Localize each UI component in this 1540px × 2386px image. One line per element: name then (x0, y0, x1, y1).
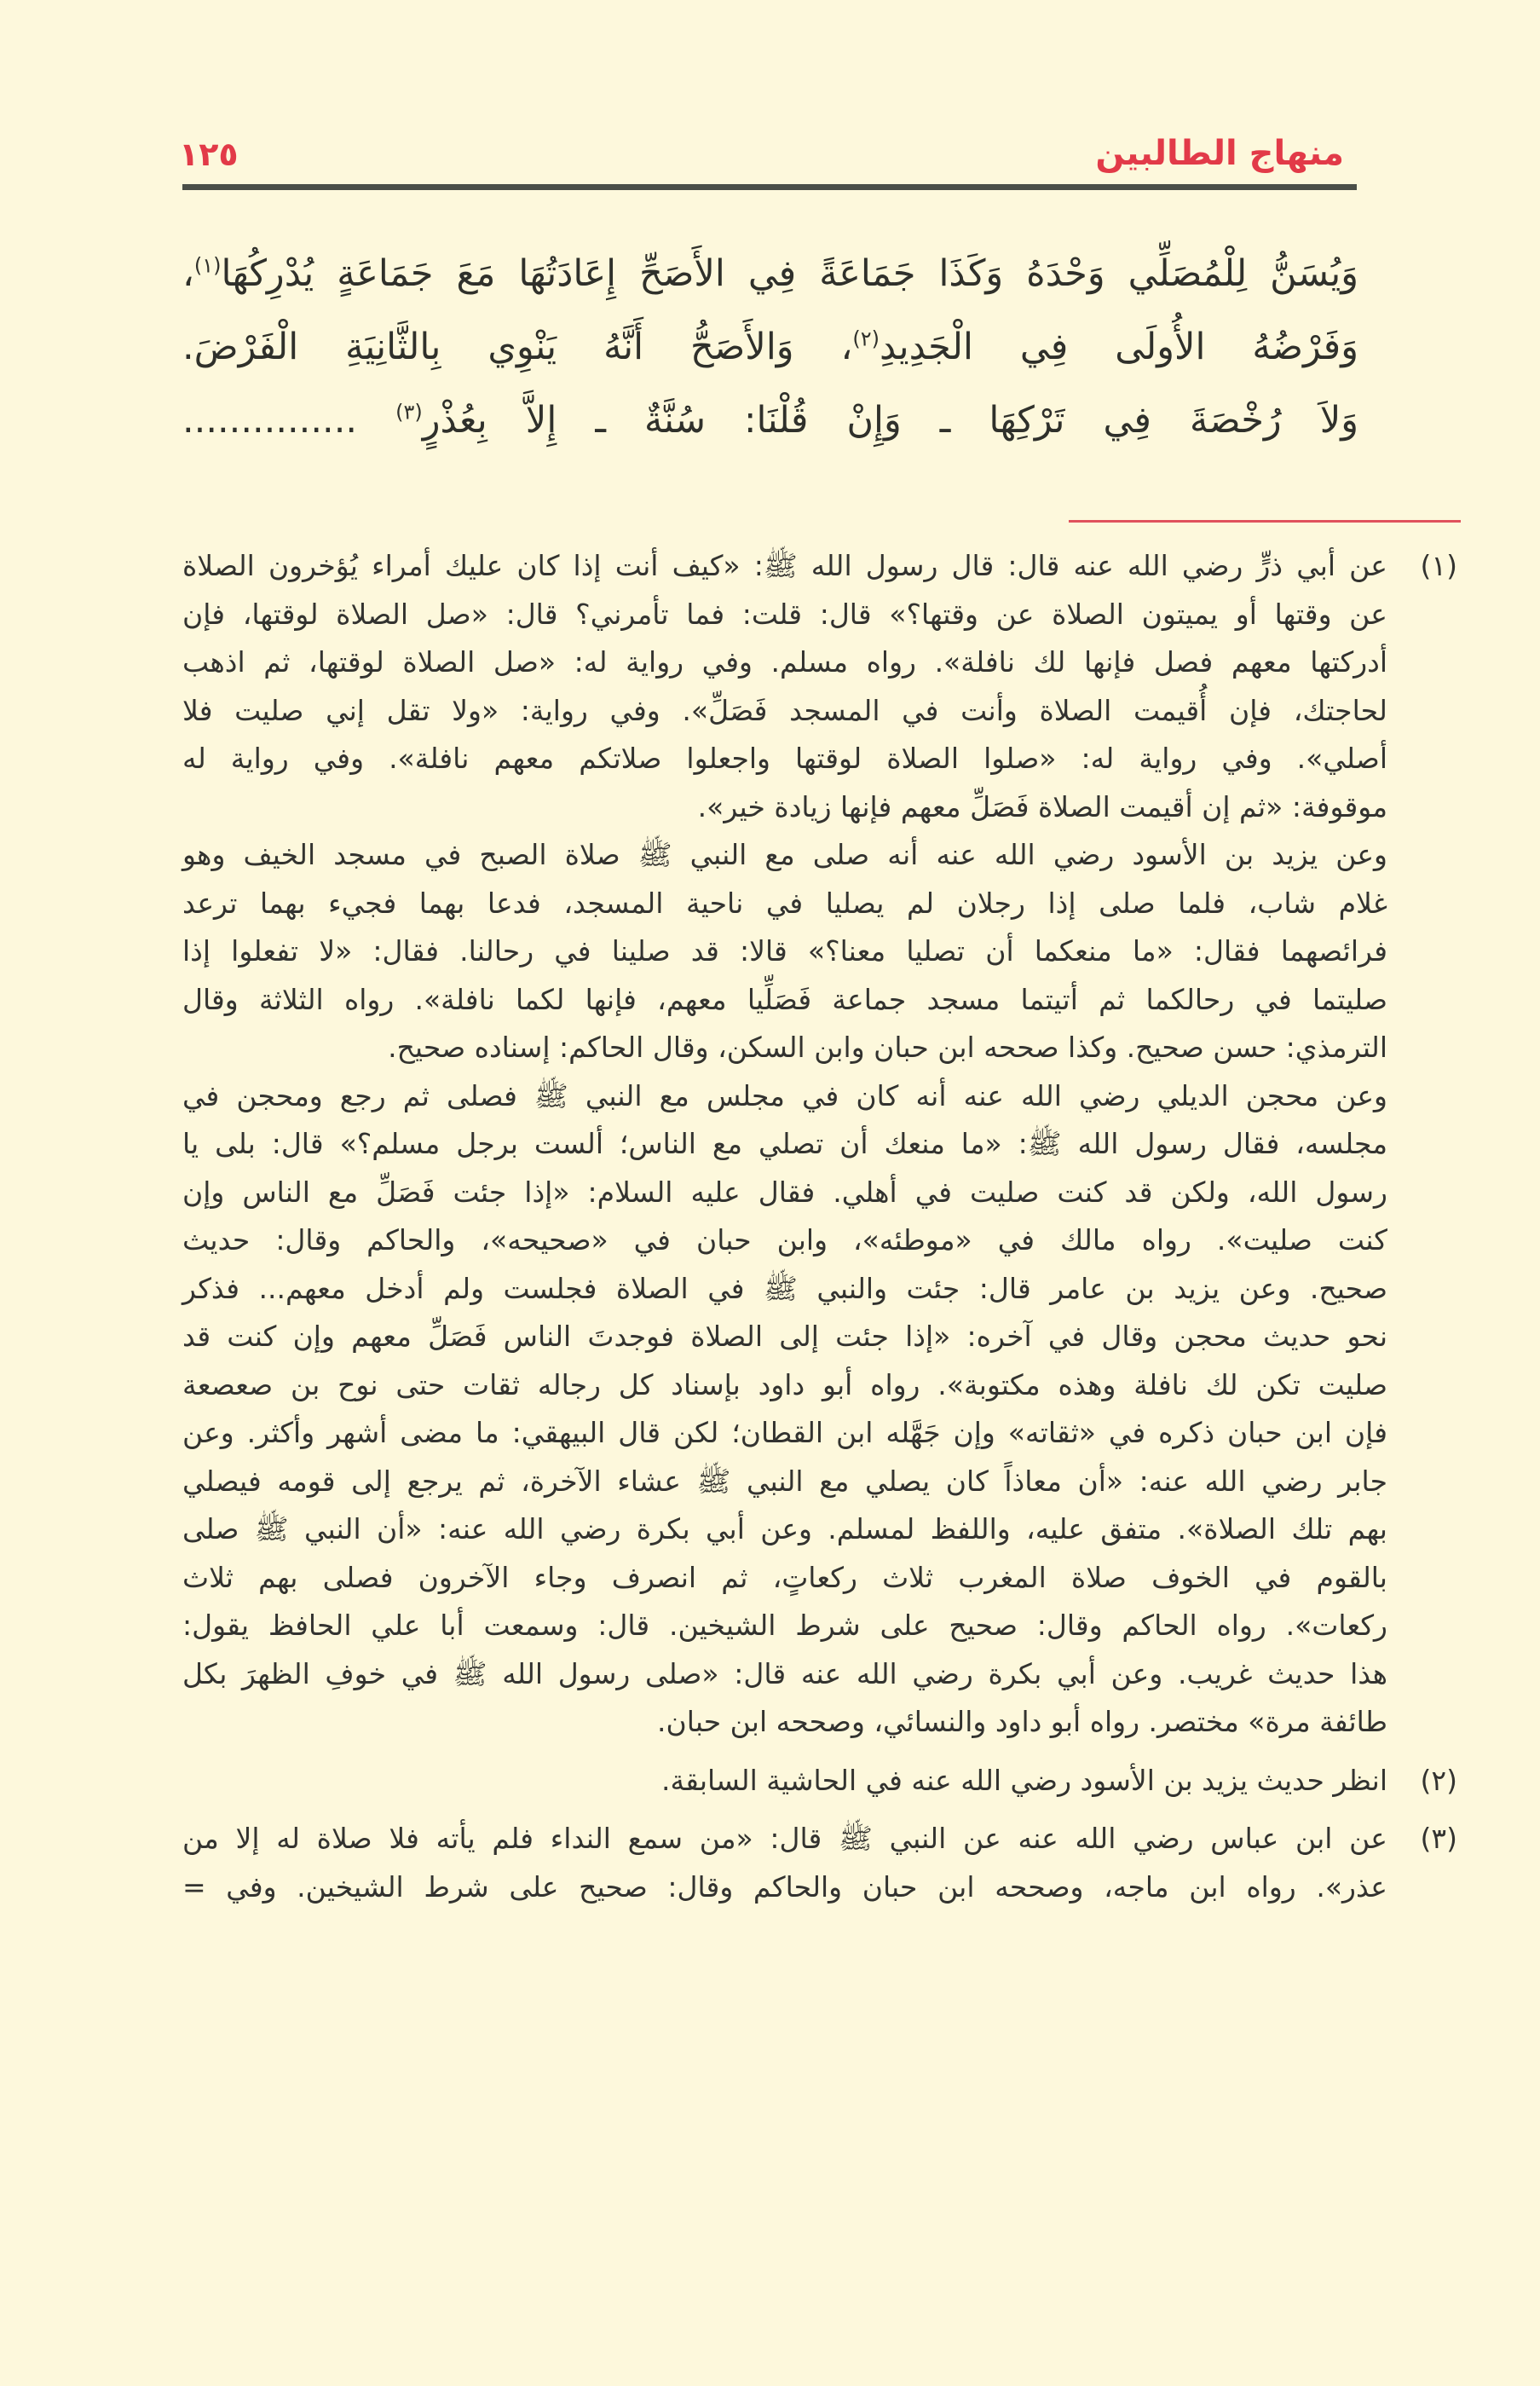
footnote-line: موقوفة: «ثم إن أقيمت الصلاة فَصَلِّ معهم فإنها زيادة خير». (697, 789, 1387, 823)
footnote-2 (182, 1757, 1457, 1805)
footnote-line: انظر حديث يزيد بن الأسود رضي الله عنه في الحاشية السابقة. (660, 1763, 1387, 1797)
footnote-3 (182, 1815, 1457, 1911)
footnote-line: عذر». رواه ابن ماجه، وصححه ابن حبان والحاكم وقال: صحيح على شرط الشيخين. وفي = (182, 1869, 1387, 1904)
footnote-1 (182, 542, 1457, 1747)
footnote-body (182, 1815, 1387, 1911)
footnote-line: نحو حديث محجن وقال في آخره: «إذا جئت إلى الصلاة فوجدتَ الناس فَصَلِّ معهم وإن كنت قد (182, 1320, 1387, 1353)
footnote-line: صليتما في رحالكما ثم أتيتما مسجد جماعة فَصَلِّيا معهم، فإنها لكما نافلة». رواه الثلاثة وقال (182, 982, 1387, 1016)
leader-dots: ............... (182, 399, 396, 442)
footnote-line: كنت صليت». رواه مالك في «موطئه»، وابن حبان في «صحيحه»، والحاكم وقال: حديث (182, 1223, 1387, 1257)
book-title: منهاج الطالبين (1095, 134, 1344, 173)
footnote-body (182, 1757, 1387, 1805)
footnote-line: أدركتها معهم فصل فإنها لك نافلة». رواه مسلم. وفي رواية له: «صل الصلاة لوقتها، ثم اذهب (182, 645, 1387, 679)
footnote-line: فإن ابن حبان ذكره في «ثقاته» وإن جَهَّله ابن القطان؛ لكن قال البيهقي: ما مضى أشهر وأكثر. وعن (182, 1416, 1387, 1449)
footnote-line: عن وقتها أو يميتون الصلاة عن وقتها؟» قال: قلت: فما تأمرني؟ قال: «صل الصلاة لوقتها، فإن (182, 597, 1387, 631)
footnote-number: (٣) (1420, 1822, 1457, 1855)
footnote-line: ركعات». رواه الحاكم وقال: صحيح على شرط الشيخين. قال: وسمعت أبا علي الحافظ يقول: (182, 1609, 1387, 1642)
footnote-line: صحيح. وعن يزيد بن عامر قال: جئت والنبي ﷺ في الصلاة فجلست ولم أدخل معهم... فذكر (182, 1271, 1387, 1305)
footnote-body (182, 542, 1387, 1747)
main-text (182, 237, 1358, 457)
main-text-line: وَفَرْضُهُ الأُولَى فِي الْجَدِيدِ$^{(٢)}$، وَالأَصَحُّ أَنَّهُ يَنْوِي بِالثَّانِيَةِ الْفَرْضَ. (182, 326, 1359, 368)
footnote-line: وعن يزيد بن الأسود رضي الله عنه أنه صلى مع النبي ﷺ صلاة الصبح في مسجد الخيف وهو (182, 838, 1387, 871)
footnote-line: بهم تلك الصلاة». متفق عليه، واللفظ لمسلم. وعن أبي بكرة رضي الله عنه: «أن النبي ﷺ صلى (182, 1512, 1387, 1545)
footnote-line: فرائصهما فقال: «ما منعكما أن تصليا معنا؟» قالا: قد صلينا في رحالنا. فقال: «لا تفعلوا إذا (182, 934, 1387, 968)
footnote-number: (١) (1420, 549, 1457, 582)
footnote-separator (1069, 520, 1461, 523)
footnotes (182, 542, 1457, 1921)
footnote-ref-2[interactable]: (٢) (852, 326, 880, 351)
main-text-line: وَيُسَنُّ لِلْمُصَلِّي وَحْدَهُ وَكَذَا جَمَاعَةً فِي الأَصَحِّ إِعَادَتُهَا مَعَ جَمَاعَةٍ يُدْرِكُهَا$^{(١)}$، (182, 252, 1358, 295)
footnote-line: لحاجتك، فإن أُقيمت الصلاة وأنت في المسجد فَصَلِّ». وفي رواية: «ولا تقل إني صليت فلا (182, 693, 1387, 727)
footnote-line: عن ابن عباس رضي الله عنه عن النبي ﷺ قال: «من سمع النداء فلم يأته فلا صلاة له إلا من (182, 1822, 1387, 1855)
header-rule (182, 184, 1357, 190)
footnote-line: بالقوم في الخوف صلاة المغرب ثلاث ركعاتٍ، ثم انصرف وجاء الآخرون فصلى بهم ثلاث (182, 1560, 1387, 1594)
footnote-line: مجلسه، فقال رسول الله ﷺ: «ما منعك أن تصلي مع الناس؛ ألست برجل مسلم؟» قال: بلى يا (182, 1127, 1387, 1160)
footnote-number: (٢) (1420, 1763, 1457, 1797)
footnote-line: صليت تكن لك نافلة وهذه مكتوبة». رواه أبو داود بإسناد كل رجاله ثقات حتى نوح بن صعصعة (182, 1367, 1387, 1401)
footnote-line: هذا حديث غريب. وعن أبي بكرة رضي الله عنه قال: «صلى رسول الله ﷺ في خوفِ الظهرَ بكل (182, 1656, 1387, 1690)
running-header (179, 119, 1344, 173)
footnote-line: جابر رضي الله عنه: «أن معاذاً كان يصلي مع النبي ﷺ عشاء الآخرة، ثم يرجع إلى قومه فيصلي (182, 1464, 1387, 1498)
footnote-line: الترمذي: حسن صحيح. وكذا صححه ابن حبان وابن السكن، وقال الحاكم: إسناده صحيح. (388, 1031, 1387, 1064)
main-text-line: وَلاَ رُخْصَةَ فِي تَرْكِهَا ـ وَإِنْ قُلْنَا: سُنَّةٌ ـ إِلاَّ بِعُذْرٍ$^{(٣)}$ ............... (182, 399, 1359, 442)
footnote-line: أصلي». وفي رواية له: «صلوا الصلاة لوقتها واجعلوا صلاتكم معهم نافلة». وفي رواية له (182, 742, 1387, 775)
footnote-line: غلام شاب، فلما صلى إذا رجلان لم يصليا في ناحية المسجد، فدعا بهما فجيء بهما ترعد (182, 886, 1387, 920)
footnote-line: طائفة مرة» مختصر. رواه أبو داود والنسائي، وصححه ابن حبان. (657, 1705, 1387, 1738)
footnote-line: وعن محجن الديلي رضي الله عنه أنه كان في مجلس مع النبي ﷺ فصلى ثم رجع ومحجن في (182, 1078, 1387, 1112)
page-number: ١٢٥ (179, 136, 239, 173)
footnote-line: عن أبي ذرٍّ رضي الله عنه قال: قال رسول الله ﷺ: «كيف أنت إذا كان عليك أمراء يُؤخرون الصلاة (182, 549, 1387, 582)
footnote-line: رسول الله، ولكن قد كنت صليت في أهلي. فقال عليه السلام: «إذا جئت فَصَلِّ مع الناس وإن (182, 1175, 1387, 1209)
footnote-ref-1[interactable]: (١) (193, 253, 222, 278)
footnote-ref-3[interactable]: (٣) (395, 400, 423, 425)
